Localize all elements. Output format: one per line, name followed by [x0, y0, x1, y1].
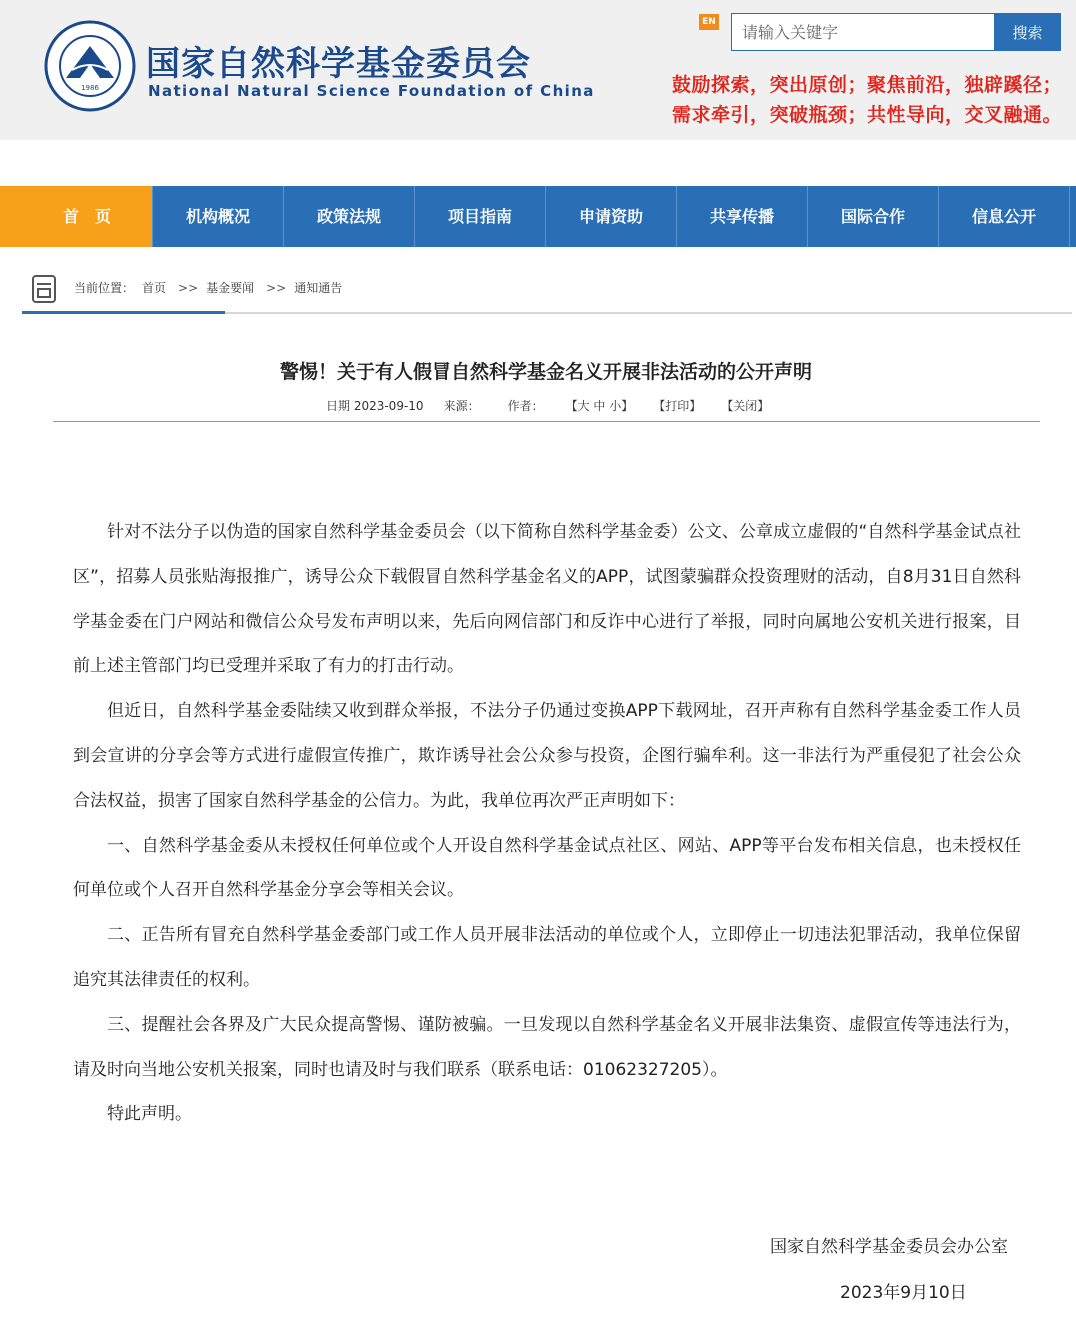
paragraph: 针对不法分子以伪造的国家自然科学基金委员会（以下简称自然科学基金委）公文、公章成立虚假的“自然科学基金试点社区”，招募人员张贴海报推广，诱导公众下载假冒自然科学基金名义的APP，试图蒙骗群众投资理财的活动，自8月31日自然科学基金委在门户网站和微信公众号发布声明以来，先后向网信部门和反诈中心进行了举报，同时向属地公安机关进行报案，目前上述主管部门均已受理并采取了有力的打击行动。 — [73, 522, 1021, 677]
print-link[interactable]: 【打印】 — [659, 399, 702, 413]
article-date: 日期 2023-09-10 — [326, 399, 424, 413]
font-size-switch[interactable]: 【大 中 小】 — [571, 399, 634, 413]
breadcrumb-accent-bar — [22, 311, 225, 314]
paragraph: 一、自然科学基金委从未授权任何单位或个人开设自然科学基金试点社区、网站、APP等平台发布相关信息，也未授权任何单位或个人召开自然科学基金分享会等相关会议。 — [73, 835, 1021, 901]
article-body — [73, 510, 1021, 1137]
document-icon — [31, 274, 57, 304]
nsfc-logo[interactable] — [44, 20, 136, 112]
main-nav — [0, 186, 1076, 247]
article-meta — [326, 397, 795, 414]
breadcrumb-item-news[interactable]: 基金要闻 — [206, 281, 255, 295]
article-source: 来源： — [443, 399, 480, 413]
paragraph: 但近日，自然科学基金委陆续又收到群众举报，不法分子仍通过变换APP下载网址，召开声称有自然科学基金委工作人员到会宣讲的分享会等方式进行虚假宣传推广，欺诈诱导社会公众参与投资，企图行骗牟利。这一非法行为严重侵犯了社会公众合法权益，损害了国家自然科学基金的公信力。为此，我单位再次严正声明如下： — [73, 701, 1021, 811]
article-title: 警惕！关于有人假冒自然科学基金名义开展非法活动的公开声明 — [279, 361, 812, 383]
signature-organization: 国家自然科学基金委员会办公室 — [770, 1237, 1008, 1257]
nav-item-guide[interactable]: 项目指南 — [415, 186, 546, 247]
site-title: 国家自然科学基金委员会 — [146, 44, 531, 84]
breadcrumb-prefix: 当前位置： — [74, 281, 135, 295]
paragraph: 三、提醒社会各界及广大民众提高警惕、谨防被骗。一旦发现以自然科学基金名义开展非法集资、虚假宣传等违法行为，请及时向当地公安机关报案，同时也请及时与我们联系（联系电话：01062327205）。 — [73, 1014, 1021, 1080]
svg-text:1986: 1986 — [81, 84, 99, 92]
nav-item-international[interactable]: 国际合作 — [808, 186, 939, 247]
breadcrumb-item-home[interactable]: 首页 — [142, 281, 167, 295]
article-author: 作者： — [507, 399, 544, 413]
slogan-line-2: 需求牵引，突破瓶颈；共性导向，交叉融通。 — [671, 104, 1062, 126]
search-button[interactable]: 搜索 — [994, 13, 1061, 51]
close-link[interactable]: 【关闭】 — [727, 399, 770, 413]
search-input[interactable] — [731, 13, 995, 51]
breadcrumb-separator: >> — [266, 281, 287, 295]
nav-item-policy[interactable]: 政策法规 — [284, 186, 415, 247]
paragraph: 二、正告所有冒充自然科学基金委部门或工作人员开展非法活动的单位或个人，立即停止一切违法犯罪活动，我单位保留追究其法律责任的权利。 — [73, 925, 1021, 990]
nav-item-home[interactable]: 首 页 — [0, 186, 153, 247]
slogan-line-1: 鼓励探索，突出原创；聚焦前沿，独辟蹊径； — [671, 74, 1062, 96]
site-subtitle: National Natural Science Foundation of China — [148, 82, 595, 100]
breadcrumb — [22, 266, 1072, 314]
site-header — [0, 0, 1076, 140]
paragraph: 特此声明。 — [107, 1104, 192, 1125]
signature-date: 2023年9月10日 — [840, 1283, 967, 1303]
english-version-link[interactable]: EN — [699, 14, 719, 30]
breadcrumb-separator: >> — [178, 281, 199, 295]
nav-item-funding[interactable]: 申请资助 — [546, 186, 677, 247]
nav-item-about[interactable]: 机构概况 — [153, 186, 284, 247]
breadcrumb-item-notices[interactable]: 通知通告 — [294, 281, 343, 295]
title-divider — [53, 421, 1040, 422]
nav-item-sharing[interactable]: 共享传播 — [677, 186, 808, 247]
nav-item-disclosure[interactable]: 信息公开 — [939, 186, 1070, 247]
